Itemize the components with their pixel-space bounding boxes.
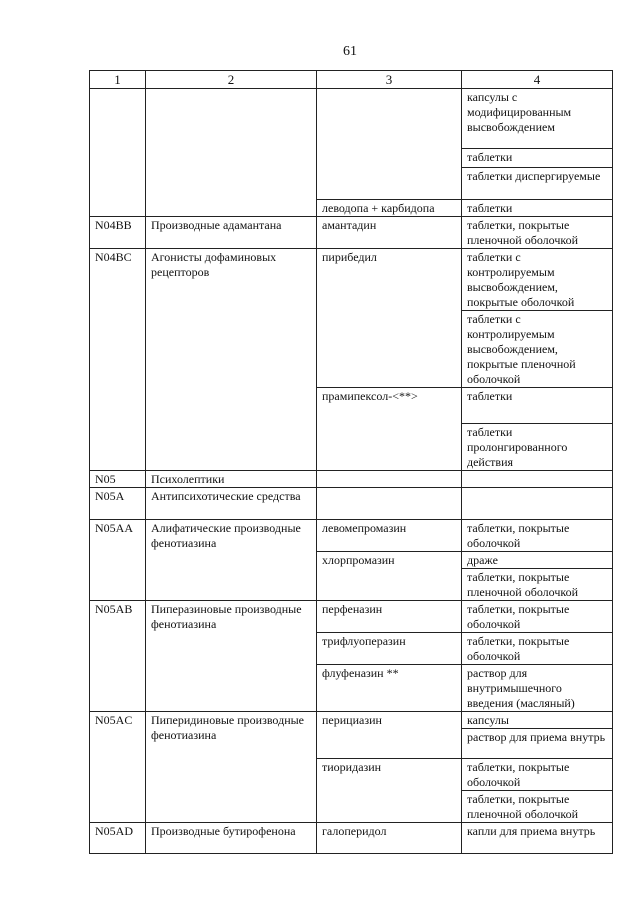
- code-cell: N04BB: [90, 217, 146, 249]
- table-row: [90, 471, 613, 488]
- table-row: [90, 712, 613, 729]
- code-cell: N05A: [90, 488, 146, 520]
- code-cell: N05AA: [90, 520, 146, 601]
- group-cell: Антипсихотические средства: [146, 488, 317, 520]
- form-cell: раствор для внутримышечного введения (масляный): [462, 665, 613, 712]
- table-row: [90, 823, 613, 854]
- drug-cell: перициазин: [317, 712, 462, 759]
- group-cell: Пиперазиновые производные фенотиазина: [146, 601, 317, 712]
- code-cell: N05: [90, 471, 146, 488]
- header-row: [90, 71, 613, 89]
- drug-cell: флуфеназин **: [317, 665, 462, 712]
- form-cell: таблетки с контролируемым высвобождением, покрытые пленочной оболочкой: [462, 311, 613, 388]
- table-row: [90, 217, 613, 249]
- column-header-1: 1: [90, 71, 146, 89]
- code-cell: N05AC: [90, 712, 146, 823]
- group-cell: Производные адамантана: [146, 217, 317, 249]
- form-cell: капсулы: [462, 712, 613, 729]
- drug-cell: леводопа + карбидопа: [317, 200, 462, 217]
- code-cell: [90, 89, 146, 217]
- page-number: 61: [343, 44, 357, 59]
- drug-cell: тиоридазин: [317, 759, 462, 823]
- drug-cell: [317, 471, 462, 488]
- form-cell: таблетки, покрытые оболочкой: [462, 601, 613, 633]
- form-cell: таблетки, покрытые пленочной оболочкой: [462, 569, 613, 601]
- drug-cell: амантадин: [317, 217, 462, 249]
- form-cell: таблетки: [462, 200, 613, 217]
- medication-table: [89, 70, 613, 854]
- form-cell: таблетки пролонгированного действия: [462, 424, 613, 471]
- form-cell: таблетки, покрытые пленочной оболочкой: [462, 791, 613, 823]
- form-cell: [462, 488, 613, 520]
- column-header-2: 2: [146, 71, 317, 89]
- form-cell: раствор для приема внутрь: [462, 729, 613, 759]
- code-cell: N05AB: [90, 601, 146, 712]
- table-row: [90, 249, 613, 311]
- group-cell: Производные бутирофенона: [146, 823, 317, 854]
- group-cell: Психолептики: [146, 471, 317, 488]
- drug-cell: прамипексол-<**>: [317, 388, 462, 471]
- form-cell: драже: [462, 552, 613, 569]
- form-cell: таблетки, покрытые оболочкой: [462, 520, 613, 552]
- table-row: [90, 89, 613, 149]
- form-cell: капсулы с модифицированным высвобождением: [462, 89, 613, 149]
- group-cell: Агонисты дофаминовых рецепторов: [146, 249, 317, 471]
- group-cell: Алифатические производные фенотиазина: [146, 520, 317, 601]
- form-cell: таблетки диспергируемые: [462, 168, 613, 200]
- table-row: [90, 488, 613, 520]
- group-cell: [146, 89, 317, 217]
- drug-cell: галоперидол: [317, 823, 462, 854]
- drug-cell: пирибедил: [317, 249, 462, 388]
- code-cell: N04BC: [90, 249, 146, 471]
- form-cell: таблетки, покрытые пленочной оболочкой: [462, 217, 613, 249]
- drug-cell: [317, 89, 462, 200]
- drug-cell: перфеназин: [317, 601, 462, 633]
- form-cell: таблетки: [462, 388, 613, 424]
- code-cell: N05AD: [90, 823, 146, 854]
- drug-cell: левомепромазин: [317, 520, 462, 552]
- form-cell: [462, 471, 613, 488]
- form-cell: таблетки, покрытые оболочкой: [462, 633, 613, 665]
- group-cell: Пиперидиновые производные фенотиазина: [146, 712, 317, 823]
- form-cell: таблетки: [462, 149, 613, 168]
- drug-cell: [317, 488, 462, 520]
- form-cell: таблетки, покрытые оболочкой: [462, 759, 613, 791]
- column-header-4: 4: [462, 71, 613, 89]
- drug-cell: трифлуоперазин: [317, 633, 462, 665]
- column-header-3: 3: [317, 71, 462, 89]
- form-cell: капли для приема внутрь: [462, 823, 613, 854]
- drug-cell: хлорпромазин: [317, 552, 462, 601]
- table-row: [90, 520, 613, 552]
- form-cell: таблетки с контролируемым высвобождением, покрытые оболочкой: [462, 249, 613, 311]
- table-row: [90, 601, 613, 633]
